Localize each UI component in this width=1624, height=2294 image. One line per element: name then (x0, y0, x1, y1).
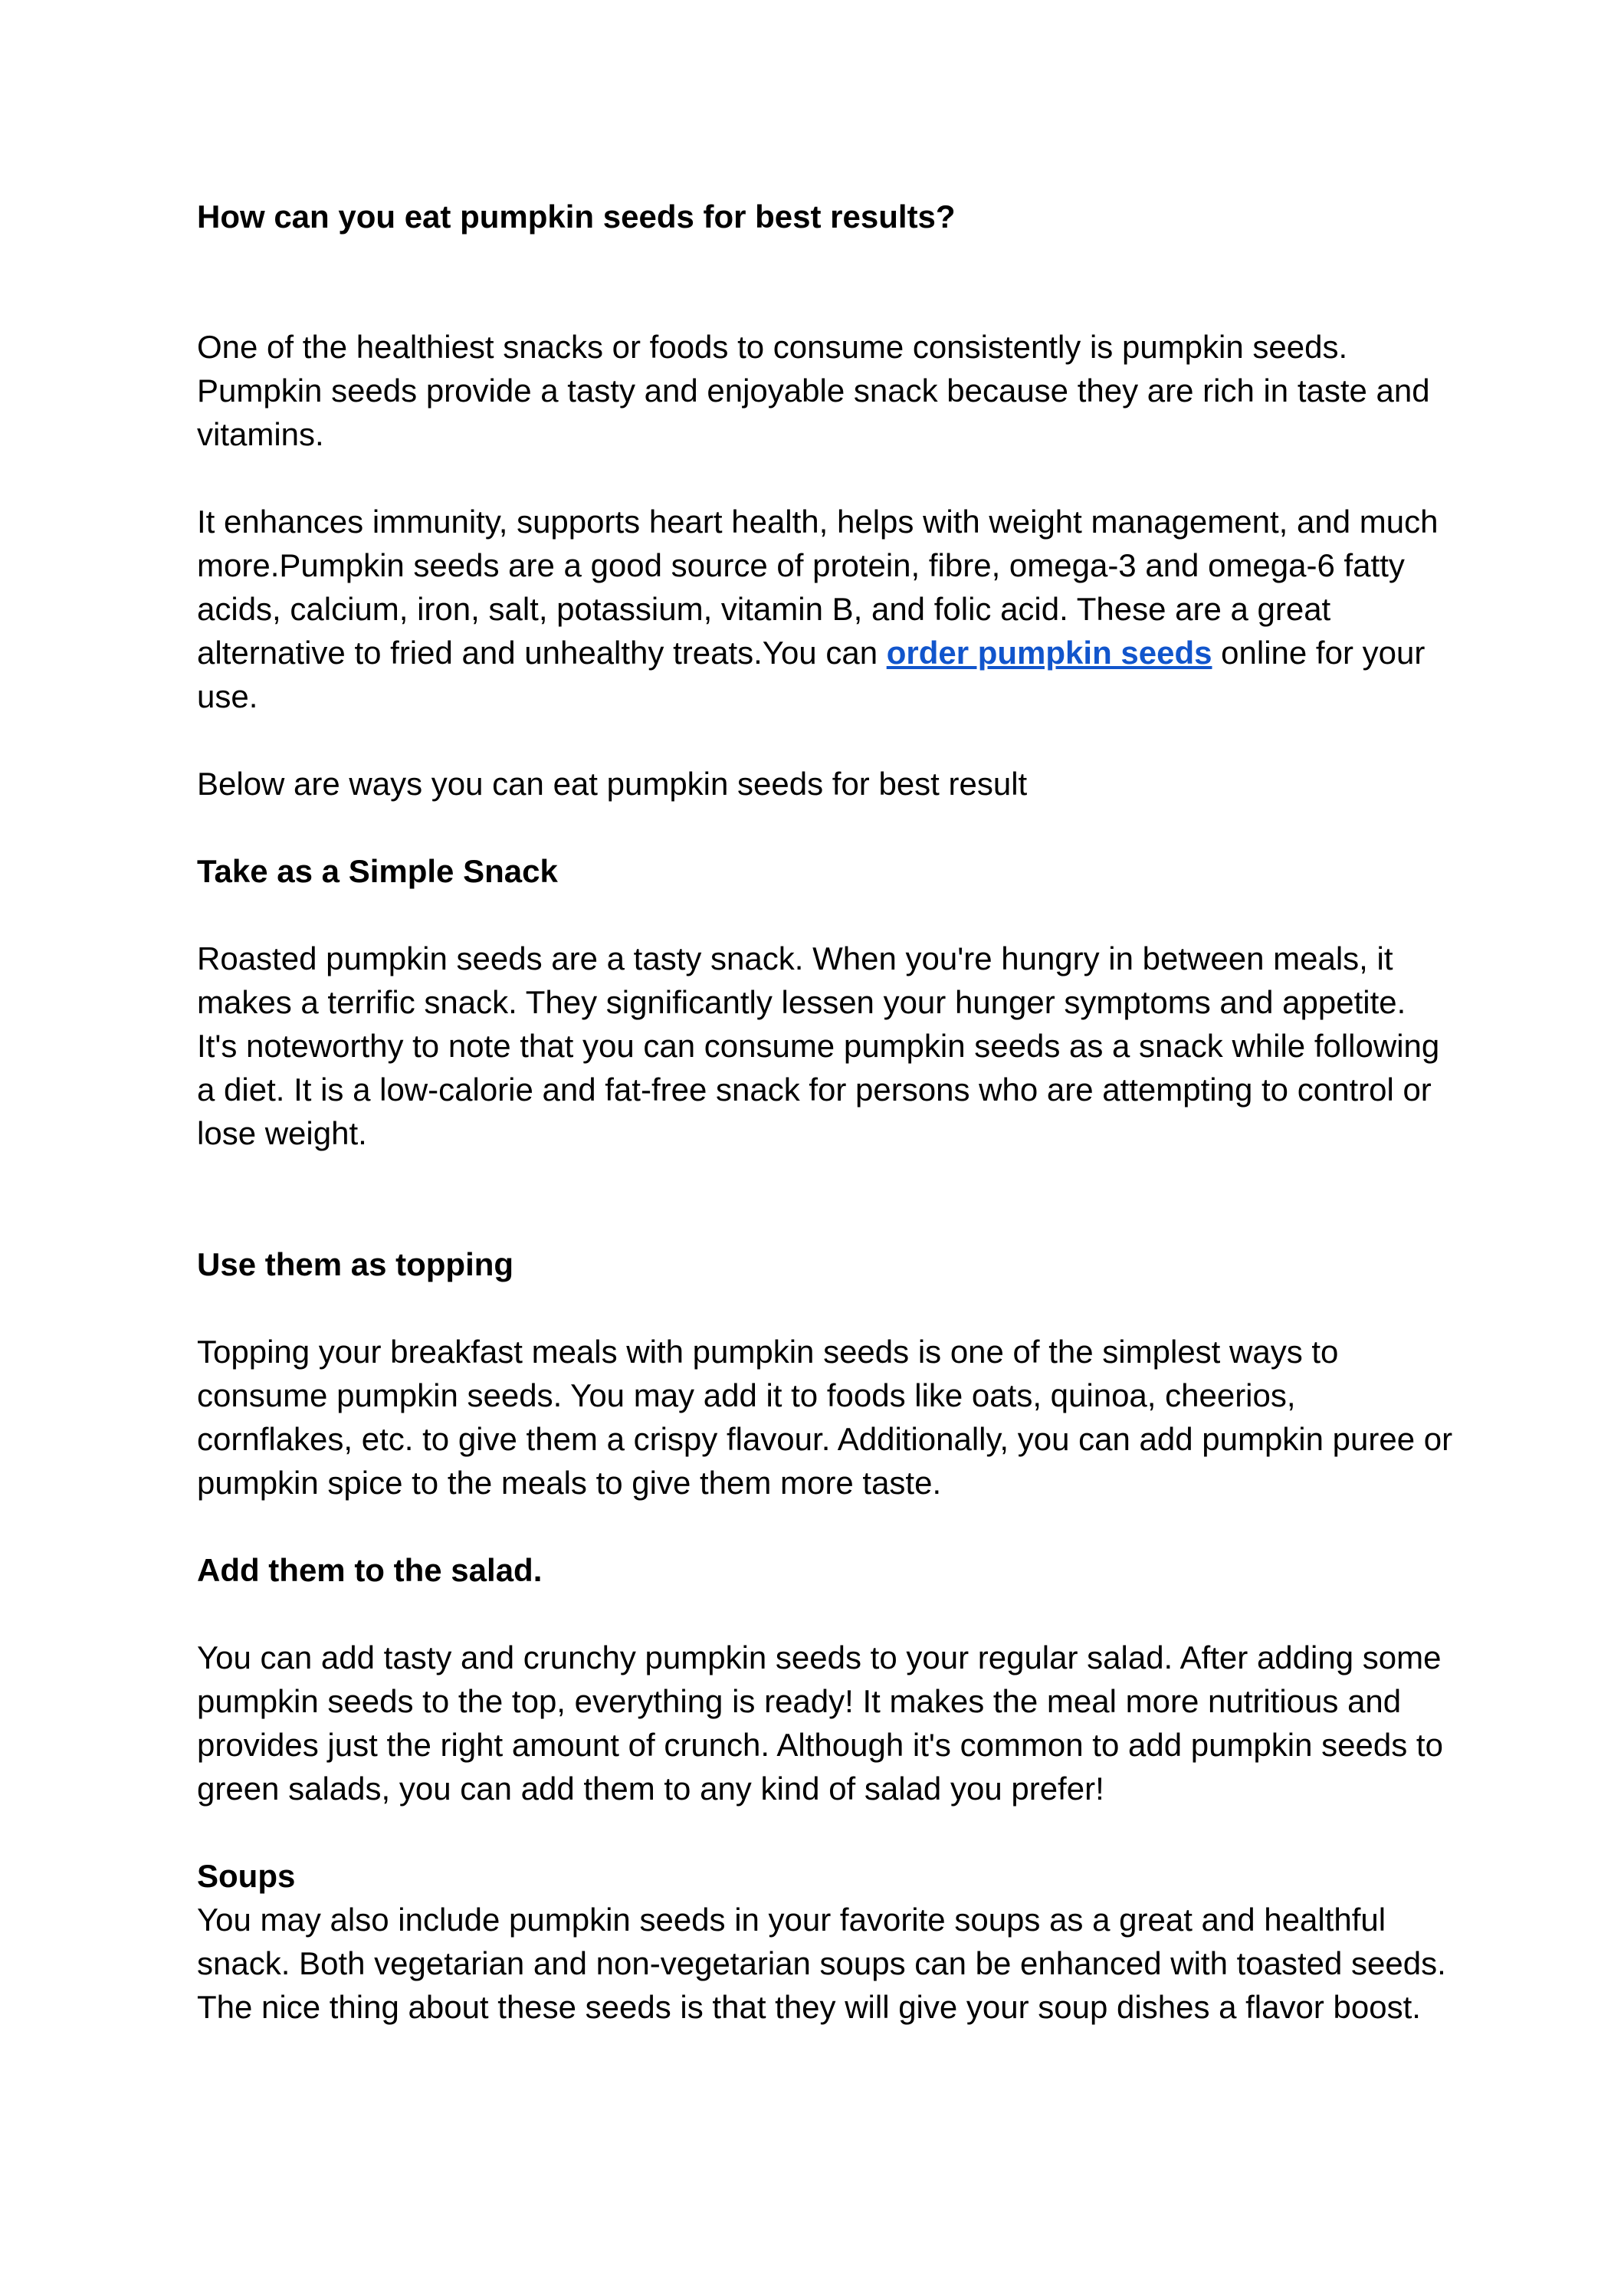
section-body-soups: You may also include pumpkin seeds in your favorite soups as a great and healthful snack. Both vegetarian and non-vegetarian soups can be enhanced with toasted seeds. The nice thing about these seeds is that they will give your soup dishes a flavor boost. (197, 1902, 1446, 2025)
section-body-simple-snack: Roasted pumpkin seeds are a tasty snack. When you're hungry in between meals, it makes a terrific snack. They significantly lessen your hunger symptoms and appetite. It's noteworthy to note that you can consume pumpkin seeds as a snack while following a diet. It is a low-calorie and fat-free snack for persons who are attempting to control or lose weight. (197, 940, 1440, 1151)
benefits-text-after-link: online for your use. (197, 635, 1426, 714)
intro-paragraph: One of the healthiest snacks or foods to consume consistently is pumpkin seeds. Pumpkin seeds provide a tasty and enjoyable snack because they are rich in taste and vitamins. (197, 329, 1430, 452)
ways-intro-paragraph: Below are ways you can eat pumpkin seeds for best result (197, 766, 1028, 802)
section-heading-simple-snack: Take as a Simple Snack (197, 853, 558, 889)
benefits-paragraph (197, 500, 1454, 718)
section-body-salad: You can add tasty and crunchy pumpkin seeds to your regular salad. After adding some pumpkin seeds to the top, everything is ready! It makes the meal more nutritious and provides just the right amount of crunch. Although it's common to add pumpkin seeds to green salads, you can add them to any kind of salad you prefer! (197, 1639, 1443, 1807)
document-content (197, 195, 1454, 2072)
order-pumpkin-seeds-link[interactable]: order pumpkin seeds (886, 635, 1212, 671)
section-heading-soups: Soups (197, 1858, 296, 1894)
section-heading-salad: Add them to the salad. (197, 1552, 543, 1588)
section-heading-topping: Use them as topping (197, 1246, 514, 1282)
document-title: How can you eat pumpkin seeds for best results? (197, 199, 956, 235)
section-body-topping: Topping your breakfast meals with pumpkin seeds is one of the simplest ways to consume pumpkin seeds. You may add it to foods like oats, quinoa, cheerios, cornflakes, etc. to give them a crispy flavour. Additionally, you can add pumpkin puree or pumpkin spice to the meals to give them more taste. (197, 1334, 1453, 1501)
benefits-text-before-link: It enhances immunity, supports heart health, helps with weight management, and much more.Pumpkin seeds are a good source of protein, fibre, omega-3 and omega-6 fatty acids, calcium, iron, salt, potassium, vitamin B, and folic acid. These are a great alternative to fried and unhealthy treats.You can (197, 504, 1439, 671)
